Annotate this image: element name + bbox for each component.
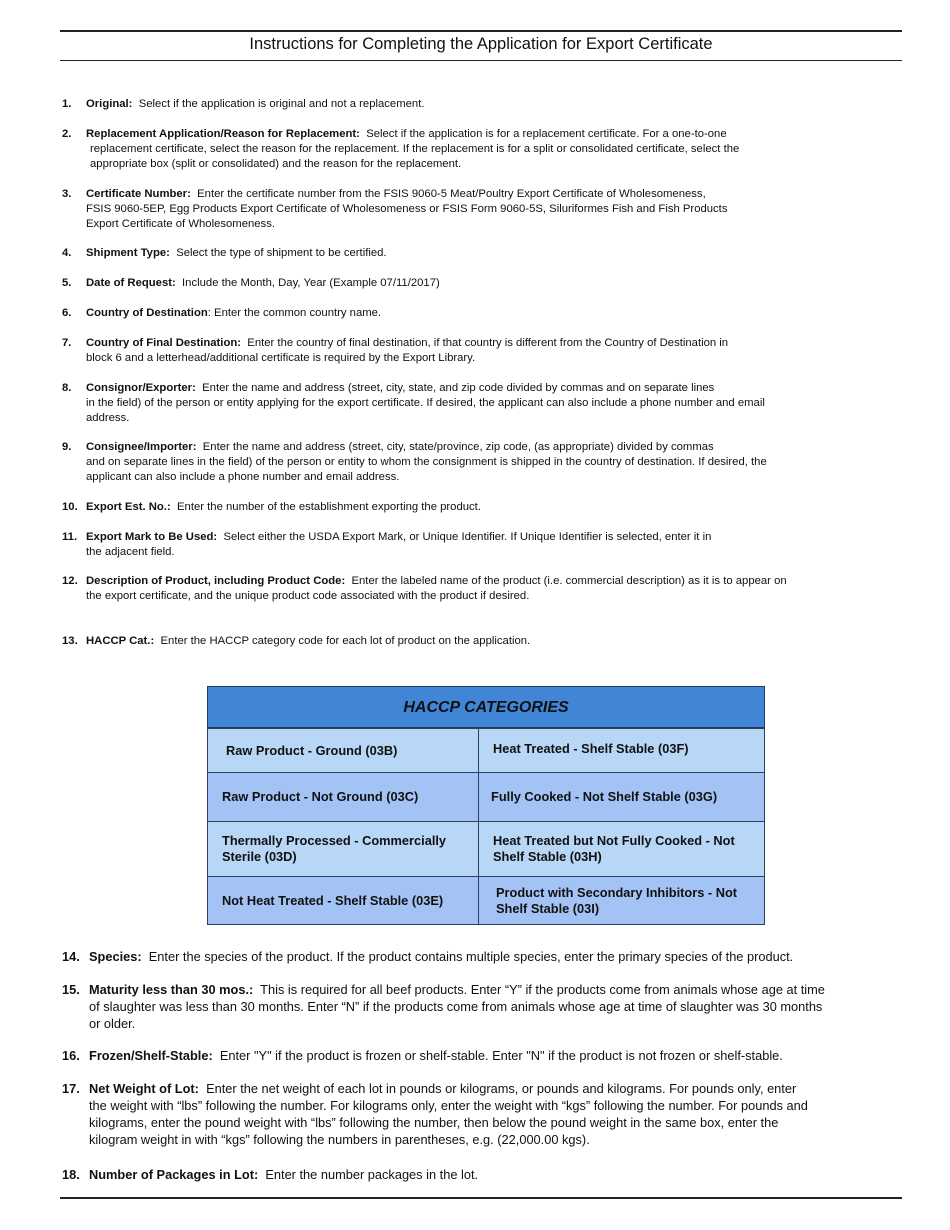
haccp-cell-03d: Thermally Processed - Commercially Sterile (03D) (207, 821, 479, 877)
item-first-line (86, 500, 862, 515)
item-body (86, 634, 862, 649)
item-label: Description of Product, including Product Code: (86, 575, 346, 587)
haccp-cell-03f: Heat Treated - Shelf Stable (03F) (478, 728, 765, 773)
item-continuation-line: applicant can also include a phone number and email address. (86, 471, 400, 483)
item-label: Frozen/Shelf-Stable: (89, 1048, 213, 1063)
item-text: Enter the net weight of each lot in pounds or kilograms, or pounds and kilograms. For pounds only, enter (206, 1081, 797, 1096)
item-number: 18. (62, 1167, 80, 1182)
item-first-line (86, 574, 862, 589)
item-continuation-line: replacement certificate, select the reason for the replacement. If the replacement is for a split or consolidated certificate, select the (90, 143, 740, 155)
haccp-cell-03c: Raw Product - Not Ground (03C) (207, 772, 479, 822)
item-text: Select if the application is for a replacement certificate. For a one-to-one (366, 128, 727, 140)
item-body (86, 381, 862, 426)
list-item (62, 948, 902, 965)
item-continuation-line: and on separate lines in the field) of the person or entity to whom the consignment is shipped in the country of destination. If desired, the (86, 456, 767, 468)
item-label: Number of Packages in Lot: (89, 1167, 259, 1182)
item-first-line (89, 1047, 902, 1064)
item-number: 10. (62, 501, 78, 513)
item-continuation-line: kilogram weight in with “kgs” following the numbers in parentheses, e.g. (22,000.00 kgs). (89, 1132, 590, 1147)
item-first-line (86, 127, 862, 142)
item-body (89, 1166, 902, 1183)
item-label: Country of Destination (86, 307, 208, 319)
item-number: 4. (62, 247, 72, 259)
list-item (62, 500, 862, 515)
item-first-line (89, 948, 902, 965)
item-body (86, 246, 862, 261)
item-text: Include the Month, Day, Year (Example 07/11/2017) (182, 277, 440, 289)
item-continuation-line: block 6 and a letterhead/additional certificate is required by the Export Library. (86, 352, 476, 364)
item-first-line (86, 97, 862, 112)
list-item (62, 1166, 902, 1183)
item-label: Consignee/Importer: (86, 441, 197, 453)
item-text: Enter "Y" if the product is frozen or shelf-stable. Enter "N" if the product is not frozen or shelf-stable. (219, 1048, 783, 1063)
list-item (62, 306, 862, 321)
item-body (89, 1047, 902, 1064)
item-label: Original: (86, 98, 133, 110)
item-continuation-line: address. (86, 412, 130, 424)
item-text: Enter the labeled name of the product (i.e. commercial description) as it is to appear on (351, 575, 787, 587)
item-label: Species: (89, 949, 142, 964)
item-number: 3. (62, 188, 72, 200)
item-text: Enter the name and address (street, city, state, and zip code divided by commas and on separate lines (202, 382, 715, 394)
item-label: Shipment Type: (86, 247, 170, 259)
page-title: Instructions for Completing the Application for Export Certificate (249, 35, 713, 53)
title-underline (60, 60, 902, 61)
item-text: This is required for all beef products. Enter “Y” if the products come from animals whose age at time (260, 982, 825, 997)
list-item (62, 634, 862, 649)
item-number: 7. (62, 337, 72, 349)
item-continuation-line: in the field) of the person or entity applying for the export certificate. If desired, the applicant can also include a phone number and email (86, 397, 765, 409)
list-item (62, 97, 862, 112)
list-item (62, 381, 862, 426)
item-text: Select if the application is original and not a replacement. (138, 98, 425, 110)
top-rule (60, 30, 902, 32)
item-number: 14. (62, 949, 80, 964)
item-label: HACCP Cat.: (86, 635, 155, 647)
item-text: Enter the number of the establishment exporting the product. (177, 501, 481, 513)
bottom-rule (60, 1197, 902, 1199)
item-body (86, 306, 862, 321)
item-text: Enter the name and address (street, city, state/province, zip code, (as appropriate) divided by commas (202, 441, 714, 453)
list-item (62, 530, 862, 560)
item-body (89, 1080, 902, 1148)
list-item (62, 246, 862, 261)
item-number: 13. (62, 635, 78, 647)
item-first-line (86, 306, 862, 321)
item-first-line (89, 981, 902, 998)
haccp-table-title: HACCP CATEGORIES (207, 686, 765, 728)
list-item (62, 187, 862, 232)
item-number: 11. (62, 531, 78, 543)
list-item (62, 981, 902, 1032)
item-label: Maturity less than 30 mos.: (89, 982, 254, 997)
item-text: Enter the HACCP category code for each lot of product on the application. (160, 635, 531, 647)
item-number: 9. (62, 441, 72, 453)
item-number: 2. (62, 128, 72, 140)
item-number: 1. (62, 98, 72, 110)
item-first-line (86, 276, 862, 291)
item-body (89, 948, 902, 965)
item-body (86, 187, 862, 232)
item-text: Select either the USDA Export Mark, or Unique Identifier. If Unique Identifier is selected, enter it in (223, 531, 712, 543)
item-first-line (86, 246, 862, 261)
list-item (62, 574, 862, 604)
item-continuation-line: appropriate box (split or consolidated) and the reason for the replacement. (90, 158, 462, 170)
item-first-line (86, 381, 862, 396)
item-number: 17. (62, 1081, 80, 1096)
item-continuation-line: FSIS 9060-5EP, Egg Products Export Certificate of Wholesomeness or FSIS Form 9060-5S, Siluriformes Fish and Fish Products (86, 203, 728, 215)
item-text: Select the type of shipment to be certified. (176, 247, 387, 259)
list-item (62, 1047, 902, 1064)
item-continuation-line: the adjacent field. (86, 546, 175, 558)
item-label: Replacement Application/Reason for Replacement: (86, 128, 360, 140)
item-label: Export Mark to Be Used: (86, 531, 218, 543)
item-first-line (86, 187, 862, 202)
item-label: Country of Final Destination: (86, 337, 242, 349)
item-continuation-line: the weight with “lbs” following the number. For kilograms only, enter the weight with “kgs” following the number. For pounds and (89, 1098, 808, 1113)
item-body (86, 574, 862, 604)
item-number: 12. (62, 575, 78, 587)
item-text: Enter the number packages in the lot. (265, 1167, 479, 1182)
item-body (86, 97, 862, 112)
list-item (62, 127, 862, 172)
item-first-line (86, 634, 862, 649)
item-continuation-line: or older. (89, 1016, 136, 1031)
haccp-cell-03g: Fully Cooked - Not Shelf Stable (03G) (478, 772, 765, 822)
item-first-line (86, 530, 862, 545)
item-first-line (89, 1166, 902, 1183)
item-number: 8. (62, 382, 72, 394)
item-text: Enter the country of final destination, if that country is different from the Country of Destination in (247, 337, 729, 349)
item-number: 16. (62, 1048, 80, 1063)
item-number: 15. (62, 982, 80, 997)
haccp-cell-03b: Raw Product - Ground (03B) (207, 728, 479, 773)
haccp-cell-03e: Not Heat Treated - Shelf Stable (03E) (207, 876, 479, 925)
item-label: Export Est. No.: (86, 501, 171, 513)
item-label: Consignor/Exporter: (86, 382, 196, 394)
item-number: 6. (62, 307, 72, 319)
item-continuation-line: the export certificate, and the unique product code associated with the product if desired. (86, 590, 530, 602)
item-body (86, 530, 862, 560)
item-text: Enter the certificate number from the FSIS 9060-5 Meat/Poultry Export Certificate of Wholesomeness, (197, 188, 706, 200)
item-label: Net Weight of Lot: (89, 1081, 199, 1096)
item-body (86, 276, 862, 291)
list-item (62, 276, 862, 291)
item-label: Date of Request: (86, 277, 176, 289)
haccp-cell-03i: Product with Secondary Inhibitors - Not Shelf Stable (03I) (478, 876, 765, 925)
item-first-line (86, 336, 862, 351)
haccp-categories-table (207, 686, 765, 925)
item-body (86, 127, 862, 172)
haccp-cell-03h: Heat Treated but Not Fully Cooked - Not Shelf Stable (03H) (478, 821, 765, 877)
item-text: : Enter the common country name. (207, 307, 382, 319)
item-label: Certificate Number: (86, 188, 191, 200)
item-continuation-line: Export Certificate of Wholesomeness. (86, 218, 275, 230)
list-item (62, 336, 862, 366)
item-body (86, 336, 862, 366)
item-continuation-line: kilograms, enter the pound weight with “lbs” following the number, then below the pound weight in the same box, enter the (89, 1115, 779, 1130)
list-item (62, 1080, 902, 1148)
item-body (86, 440, 862, 485)
item-continuation-line: of slaughter was less than 30 months. Enter “N” if the products come from animals whose age at time of slaughter was 30 months (89, 999, 823, 1014)
item-body (86, 500, 862, 515)
list-item (62, 440, 862, 485)
item-text: Enter the species of the product. If the product contains multiple species, enter the primary species of the product. (148, 949, 794, 964)
item-number: 5. (62, 277, 72, 289)
item-first-line (89, 1080, 902, 1097)
item-body (89, 981, 902, 1032)
item-first-line (86, 440, 862, 455)
